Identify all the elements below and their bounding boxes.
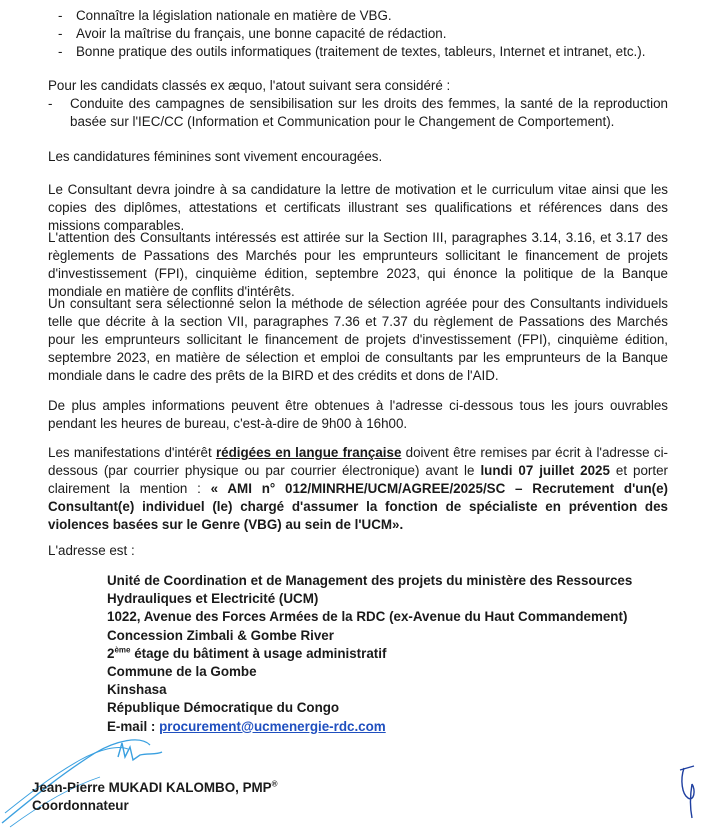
address-line: Kinshasa [107, 682, 167, 698]
selection-paragraph: Un consultant sera sélectionné selon la méthode de sélection agréée pour des Consultants individuels telle que décrite à la section VII, paragraphes 7.36 et 7.37 du règlement de Passations des Marchés pour les emprunteurs sollicitant le financement de projets d'investissement (FPI), cinquième édition, septembre 2023, en matière de sélection et emploi de consultants par les emprunteurs de la Banque mondiale dans le cadre des prêts de la BIRD et des crédits et dons de l'AID. [48, 296, 668, 383]
submission-text: Les manifestations d'intérêt [48, 445, 216, 460]
signer-name: Jean-Pierre MUKADI KALOMBO, PMP [32, 780, 272, 795]
submission-paragraph [48, 444, 668, 534]
address-line: Concession Zimbali & Gombe River [107, 627, 334, 643]
exaequo-intro: Pour les candidats classés ex æquo, l'atout suivant sera considéré : [48, 78, 451, 93]
exaequo-item-text: Conduite des campagnes de sensibilisation sur les droits des femmes, la santé de la reproduction basée sur l'IEC/CC (Information et Communication pour le Changement de Comportement). [70, 96, 668, 129]
conflicts-paragraph: L'attention des Consultants intéressés est attirée sur la Section III, paragraphes 3.14, 3.16, et 3.17 des règlements de Passations des Marchés pour les emprunteurs sollicitant le financement de projets d'investissement (FPI), cinquième édition, septembre 2023, qui énonce la politique de la Banque mondiale en matière de conflits d'intérêts. [48, 230, 668, 299]
exaequo-section [48, 77, 668, 131]
address-line: République Démocratique du Congo [107, 700, 340, 716]
list-item [58, 7, 678, 25]
floor-text: étage du bâtiment à usage administratif [130, 645, 387, 661]
address-intro: L'adresse est : [48, 543, 135, 558]
list-dash: - [48, 96, 53, 111]
address-line: Unité de Coordination et de Management des projets du ministère des Ressources Hydrauliques et Electricité (UCM) [107, 573, 633, 607]
list-item [48, 95, 668, 131]
email-label: E-mail : [107, 718, 160, 734]
requirements-list [58, 7, 678, 61]
signer-block [32, 779, 278, 815]
requirement-text: Connaître la législation nationale en matière de VBG. [76, 8, 392, 23]
requirement-text: Avoir la maîtrise du français, une bonne capacité de rédaction. [76, 26, 447, 41]
submission-text: doivent être remises par écrit à l'adresse ci-dessous (par courrier physique ou par courrier électronique) avant le [48, 445, 668, 478]
documents-paragraph: Le Consultant devra joindre à sa candidature la lettre de motivation et le curriculum vitae ainsi que les copies des diplômes, attestations et certificats illustrant ses qualifications et références dans des missions comparables. [48, 182, 668, 233]
info-paragraph: De plus amples informations peuvent être obtenues à l'adresse ci-dessous tous les jours ouvrables pendant les heures de bureau, c'est-à-dire de 9h00 à 16h00. [48, 398, 668, 431]
list-dash: - [58, 44, 63, 59]
requirement-text: Bonne pratique des outils informatiques (traitement de textes, tableurs, Internet et intranet, etc.). [76, 44, 646, 59]
language-requirement: rédigées en langue française [215, 445, 402, 460]
address-line [107, 645, 697, 663]
signer-name-line [32, 779, 278, 797]
floor-number: 2 [107, 645, 115, 661]
feminine-note: Les candidatures féminines sont vivement encouragées. [48, 149, 383, 164]
email-link[interactable]: procurement@ucmenergie-rdc.com [159, 718, 386, 734]
address-line: 1022, Avenue des Forces Armées de la RDC (ex-Avenue du Haut Commandement) [107, 609, 628, 625]
list-item [58, 25, 678, 43]
list-item [58, 43, 678, 61]
list-dash: - [58, 8, 63, 23]
address-line: Commune de la Gombe [107, 664, 257, 680]
deadline-date: lundi 07 juillet 2025 [480, 463, 610, 478]
signer-title: Coordonnateur [32, 798, 129, 813]
ami-mention: « AMI n° 012/MINRHE/UCM/AGREE/2025/SC – Recrutement d'un(e) Consultant(e) individuel (le) chargé d'assumer la fonction de spécialiste en prévention des violences basées sur le Genre (VBG) au sein de l'UCM». [48, 481, 668, 532]
submission-text: et porter clairement la mention : [48, 463, 668, 496]
list-dash: - [58, 26, 63, 41]
registered-mark: ® [271, 779, 278, 789]
floor-suffix: ème [114, 645, 131, 655]
page-initial-mark [672, 760, 702, 820]
